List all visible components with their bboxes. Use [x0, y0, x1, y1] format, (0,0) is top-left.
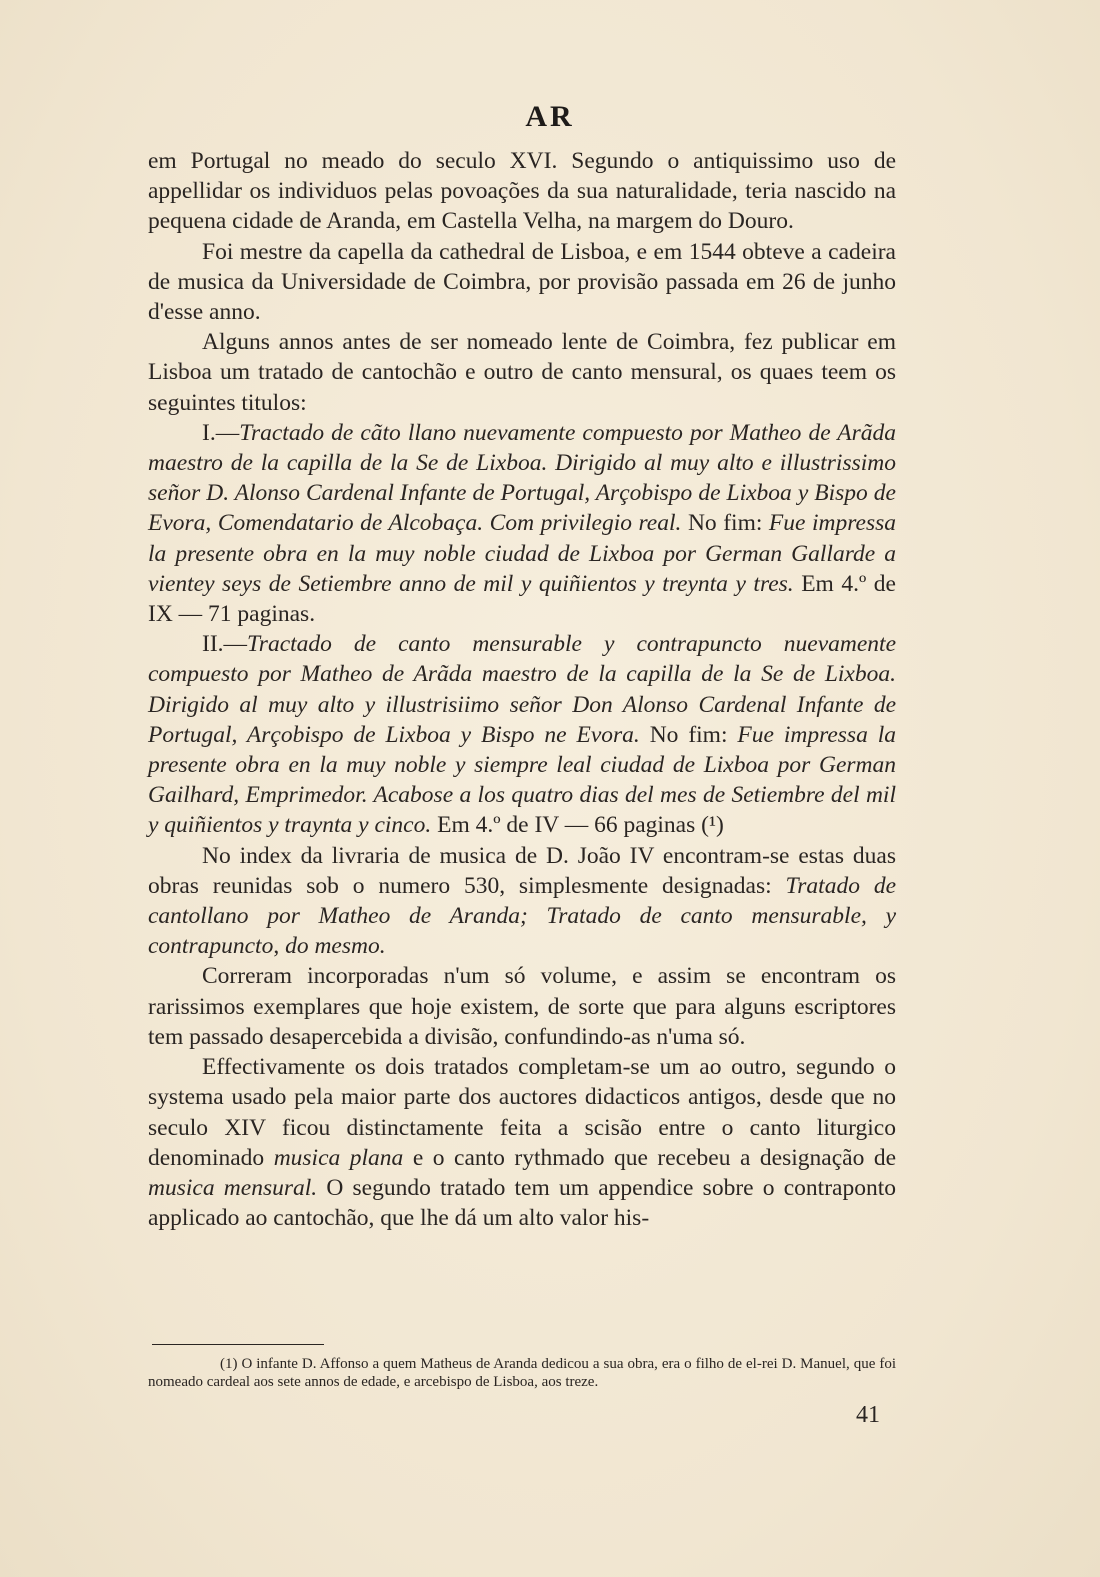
- index-text: No index da livraria de musica de D. João IV encontram-se estas duas obras reunidas sob o numero 530, simplesmente designadas:: [148, 842, 896, 899]
- italic-term: musica plana: [273, 1144, 404, 1171]
- italic-term: musica mensural.: [148, 1174, 318, 1201]
- page-number: 41: [856, 1402, 880, 1428]
- text-run: Effectivamente os dois tratados completam-se um ao outro, segundo o systema usado pela maior parte dos auctores didacticos antigos, desde que no seculo XIV ficou distinctamente feita a scisão entre o canto liturgico denominado: [148, 1054, 896, 1171]
- format-text: Em 4.º de IV — 66 paginas (¹): [431, 812, 724, 839]
- index-tail: do mesmo.: [285, 933, 386, 960]
- paragraph-title-1: [148, 418, 896, 629]
- book-title: Tractado de canto mensurable y contrapuncto nuevamente compuesto por Matheo de Arãda maestro de la capilla de la Se de Lixboa. Dirigido al muy alto y illustrisiimo señor Don Alonso Cardenal Infante de Portugal, Arçobispo de Lixboa y Bispo ne Evora.: [148, 631, 896, 748]
- text-run: e o canto rythmado que recebeu a designação de: [403, 1144, 897, 1171]
- paragraph-7: Correram incorporadas n'um só volume, e assim se encontram os rarissimos exemplares que hoje existem, de sorte que para alguns escriptores tem passado desapercebida a divisão, confundindo-as n'uma só.: [148, 963, 896, 1050]
- index-separator: ,: [273, 933, 286, 960]
- footnote: (1) O infante D. Affonso a quem Matheus de Aranda dedicou a sua obra, era o filho de el-rei D. Manuel, que foi nomeado cardeal aos sete annos de edade, e arcebispo de Lisboa, aos treze.: [148, 1356, 896, 1390]
- paragraph-title-2: [148, 629, 896, 840]
- paragraph-index: [148, 841, 896, 962]
- entry-number: II.—: [202, 631, 248, 658]
- colophon-text: Fue impressa la presente obra en la muy noble y siempre leal ciudad de Lixboa por German Gailhard, Emprimedor. Acabose a los quatro dias del mes de Setiembre del mil y quiñientos y traynta y cinco.: [148, 721, 896, 839]
- entry-number: I.—: [202, 419, 240, 446]
- paragraph-2: Foi mestre da capella da cathedral de Lisboa, e em 1544 obteve a cadeira de musica da Universidade de Coimbra, por provisão passada em 26 de junho d'esse anno.: [148, 238, 896, 326]
- colophon-label: No fim:: [681, 510, 769, 537]
- paragraph-3: Alguns annos antes de ser nomeado lente de Coimbra, fez publicar em Lisboa um tratado de cantochão e outro de canto mensural, os quaes teem os seguintes titulos:: [148, 329, 896, 416]
- colophon-label: No fim:: [639, 721, 738, 748]
- paragraph-8: [148, 1052, 896, 1233]
- book-title: Tractado de cãto llano nuevamente compuesto por Matheo de Arãda maestro de la capilla de la Se de Lixboa. Dirigido al muy alto e illustrissimo señor D. Alonso Cardenal Infante de Portugal, Arçobispo de Lixboa y Bispo de Evora, Comendatario de Alcobaça. Com privilegio real.: [148, 419, 896, 537]
- colophon-text: Fue impressa la presente obra en la muy noble ciudad de Lixboa por German Gallarde a vientey seys de Setiembre anno de mil y quiñientos y treynta y tres.: [148, 510, 896, 597]
- main-text: [148, 146, 896, 1233]
- footnote-rule: [152, 1344, 324, 1345]
- paragraph-1: em Portugal no meado do seculo XVI. Segundo o antiquissimo uso de appellidar os individuos pelas povoações da sua naturalidade, teria nascido na pequena cidade de Aranda, em Castella Velha, na margem do Douro.: [148, 148, 896, 235]
- format-text: Em 4.º de IX — 71 paginas.: [148, 570, 896, 628]
- running-head: AR: [525, 100, 575, 133]
- text-run: O segundo tratado tem um appendice sobre o contraponto applicado ao cantochão, que lhe dá um alto valor his-: [148, 1174, 896, 1232]
- index-titles: Tratado de cantollano por Matheo de Aranda; Tratado de canto mensurable, y contrapuncto: [148, 872, 896, 960]
